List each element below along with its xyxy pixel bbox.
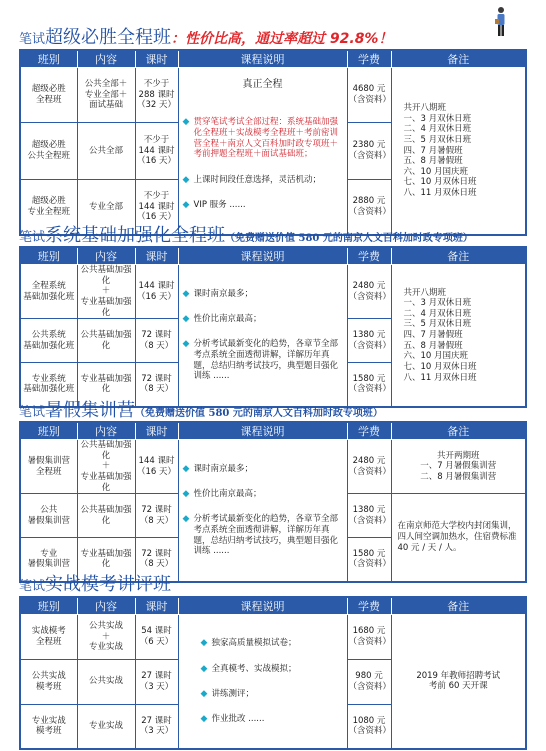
section1-slogan: ：性价比高，通过率超过 92.8%！ [171, 31, 393, 47]
diamond-bullet-icon: ◆ [182, 174, 190, 185]
table-row: 超级必胜 公共全程班 公共全部 不少于 144 课时 （16 天） 2380 元 （含资料） [20, 122, 526, 179]
table-row: 全程系统 基础加强化班 公共基础加强化 ＋ 专业基础加强化 144 课时 （16 天） ◆ 课时南京最多； ◆ 性价比南京最高； ◆ 分析考试最新变化的趋势，各章节全部考点系统全面透彻讲解，详解历年真题，总结归纳考试技巧，典型题目强化训练 ...... 2480 元 （含资料） 共开八期班 一、3 月双休日班 二、4 月双休日班 三、5 月双休日班 四、7 月暑假班 五、8 月暑假班 六、10 月国庆班 七、10 月双休日班 八、11 月双休日班 [20, 265, 526, 319]
table-header-row: 班别 内容 课时 课程说明 学费 备注 [20, 422, 526, 440]
list-item: ◆ 分析考试最新变化的趋势，各章节全部考点系统全面透彻讲解，详解历年真题，总结归纳考试技巧，典型题目强化训练 ...... [182, 339, 339, 382]
section3-table [19, 421, 527, 583]
table-row: 公共系统 基础加强化班 公共基础加强化 72 课时 （8 天） 1380 元 （含资料） [20, 319, 526, 363]
list-item: ◆ 全真模考、实战模拟； [200, 663, 297, 674]
course-description [178, 615, 347, 749]
list-item: ◆ 性价比南京最高； [182, 489, 262, 500]
course-description [178, 265, 347, 407]
table-row: 超级必胜 全程班 公共全部＋ 专业全部＋ 面试基础 不少于 288 课时 （32 天） 真正全程 ◆ 贯穿笔试考试全部过程：系统基础加强化全程班＋实战模考全程班＋考前密训营全程＋南京人文百科加时政专项班＋考前押题全程班＋面试基础班； ◆ 上课时间段任意选择，灵活机动； ◆ VIP 服务 ...... 4680 元 （含资料） 共开八期班 一、3 月双休日班 二、4 月双休日班 三、5 月双休日班 四、7 月暑假班 五、8 月暑假班 六、10 月国庆班 七、10 月双休日班 八、11 月双休日班 [20, 68, 526, 123]
table-row: 公共实战 模考班 公共实战 27 课时 （3 天） 980 元 （含资料） [20, 659, 526, 704]
list-item: ◆ 贯穿笔试考试全部过程：系统基础加强化全程班＋实战模考全程班＋考前密训营全程＋南京人文百科加时政专项班＋考前押题全程班＋面试基础班； [182, 117, 339, 160]
diamond-bullet-icon: ◆ [200, 714, 208, 724]
table-row: 暑假集训营 全程班 公共基础加强化 ＋ 专业基础加强化 144 课时 （16 天） ◆ 课时南京最多； ◆ 性价比南京最高； ◆ 分析考试最新变化的趋势，各章节全部考点系统全面透彻讲解，详解历年真题，总结归纳考试技巧，典型题目强化训练 ...... 2480 元 （含资料） 共开两期班 一、7 月暑假集训营 二、8 月暑假集训营 [20, 440, 526, 494]
list-item: ◆ 性价比南京最高； [182, 314, 262, 325]
list-item: ◆ 独家高质量模拟试卷； [200, 638, 297, 649]
section2-table [19, 246, 527, 408]
diamond-bullet-icon: ◆ [182, 199, 190, 210]
diamond-bullet-icon: ◆ [182, 514, 190, 525]
diamond-bullet-icon: ◆ [200, 638, 208, 649]
diamond-bullet-icon: ◆ [200, 663, 208, 674]
student-figure-icon [494, 6, 508, 38]
diamond-bullet-icon: ◆ [182, 339, 190, 350]
section1-table [19, 49, 527, 236]
schedule-note: 共开八期班 一、3 月双休日班 二、4 月双休日班 三、5 月双休日班 四、7 月暑假班 五、8 月暑假班 六、10 月国庆班 七、10 月双休日班 八、11 月双休日班 [391, 265, 526, 407]
section3-title: 笔试暑假集训营（免费赠送价值 580 元的南京人文百科加时政专项班） [19, 400, 383, 421]
table-row: 专业实战 模考班 专业实战 27 课时 （3 天） 1080 元 （含资料） [20, 704, 526, 749]
list-item: ◆ VIP 服务 ...... [182, 199, 246, 210]
table-row: 专业系统 基础加强化班 专业基础加强化 72 课时 （8 天） 1580 元 （含资料） [20, 363, 526, 407]
diamond-bullet-icon: ◆ [182, 489, 190, 500]
diamond-bullet-icon: ◆ [200, 688, 208, 699]
diamond-bullet-icon: ◆ [182, 314, 190, 325]
section4-table [19, 596, 527, 750]
table-row: 超级必胜 专业全程班 专业全部 不少于 144 课时 （16 天） 2880 元 （含资料） [20, 180, 526, 235]
section4-title: 笔试实战模考讲评班 [19, 574, 172, 595]
table-row: 实战模考 全程班 公共实战 ＋ 专业实战 54 课时 （6 天） ◆ 独家高质量模拟试卷； ◆ 全真模考、实战模拟； ◆ 讲练测评； ◆ 作业批改 ...... 1680 元 （含资料） 2019 年教师招聘考试 考前 60 天开课 [20, 615, 526, 660]
table-header-row: 班别 内容 课时 课程说明 学费 备注 [20, 247, 526, 265]
course-description [178, 440, 347, 582]
course-description: 真正全程 ◆ 贯穿笔试考试全部过程：系统基础加强化全程班＋实战模考全程班＋考前密训营全程＋南京人文百科加时政专项班＋考前押题全程班＋面试基础班； ◆ 上课时间段任意选择，灵活机动； ◆ VIP 服务 ...... [178, 68, 347, 235]
diamond-bullet-icon: ◆ [182, 288, 190, 299]
list-item: ◆ 作业批改 ...... [200, 714, 265, 724]
schedule-note: 共开两期班 一、7 月暑假集训营 二、8 月暑假集训营 [391, 440, 526, 494]
list-item: ◆ 讲练测评； [200, 688, 255, 699]
list-item: ◆ 课时南京最多； [182, 463, 254, 474]
diamond-bullet-icon: ◆ [182, 463, 190, 474]
table-row: 专业 暑假集训营 专业基础加强化 72 课时 （8 天） 1580 元 （含资料） [20, 538, 526, 582]
accommodation-note: 在南京师范大学校内封闭集训，四人间空调加热水，住宿费标准 40 元 / 天 / 人。 [391, 494, 526, 582]
list-item: ◆ 课时南京最多； [182, 288, 254, 299]
section1-title: 笔试超级必胜全程班：性价比高，通过率超过 92.8%！ [19, 27, 393, 48]
list-item: ◆ 上课时间段任意选择，灵活机动； [182, 174, 322, 185]
table-header-row: 班别 内容 课时 课程说明 学费 备注 [20, 597, 526, 615]
schedule-note: 2019 年教师招聘考试 考前 60 天开课 [391, 615, 526, 749]
table-row: 公共 暑假集训营 公共基础加强化 72 课时 （8 天） 1380 元 （含资料） 在南京师范大学校内封闭集训，四人间空调加热水，住宿费标准 40 元 / 天 / 人。 [20, 494, 526, 538]
schedule-note: 共开八期班 一、3 月双休日班 二、4 月双休日班 三、5 月双休日班 四、7 月暑假班 五、8 月暑假班 六、10 月国庆班 七、10 月双休日班 八、11 月双休日班 [391, 68, 526, 235]
section2-title: 笔试系统基础加强化全程班（免费赠送价值 580 元的南京人文百科加时政专项班） [19, 225, 473, 246]
table-header-row: 班别 内容 课时 课程说明 学费 备注 [20, 50, 526, 68]
diamond-bullet-icon: ◆ [182, 117, 190, 128]
list-item: ◆ 分析考试最新变化的趋势，各章节全部考点系统全面透彻讲解，详解历年真题，总结归纳考试技巧，典型题目强化训练 ...... [182, 514, 339, 557]
